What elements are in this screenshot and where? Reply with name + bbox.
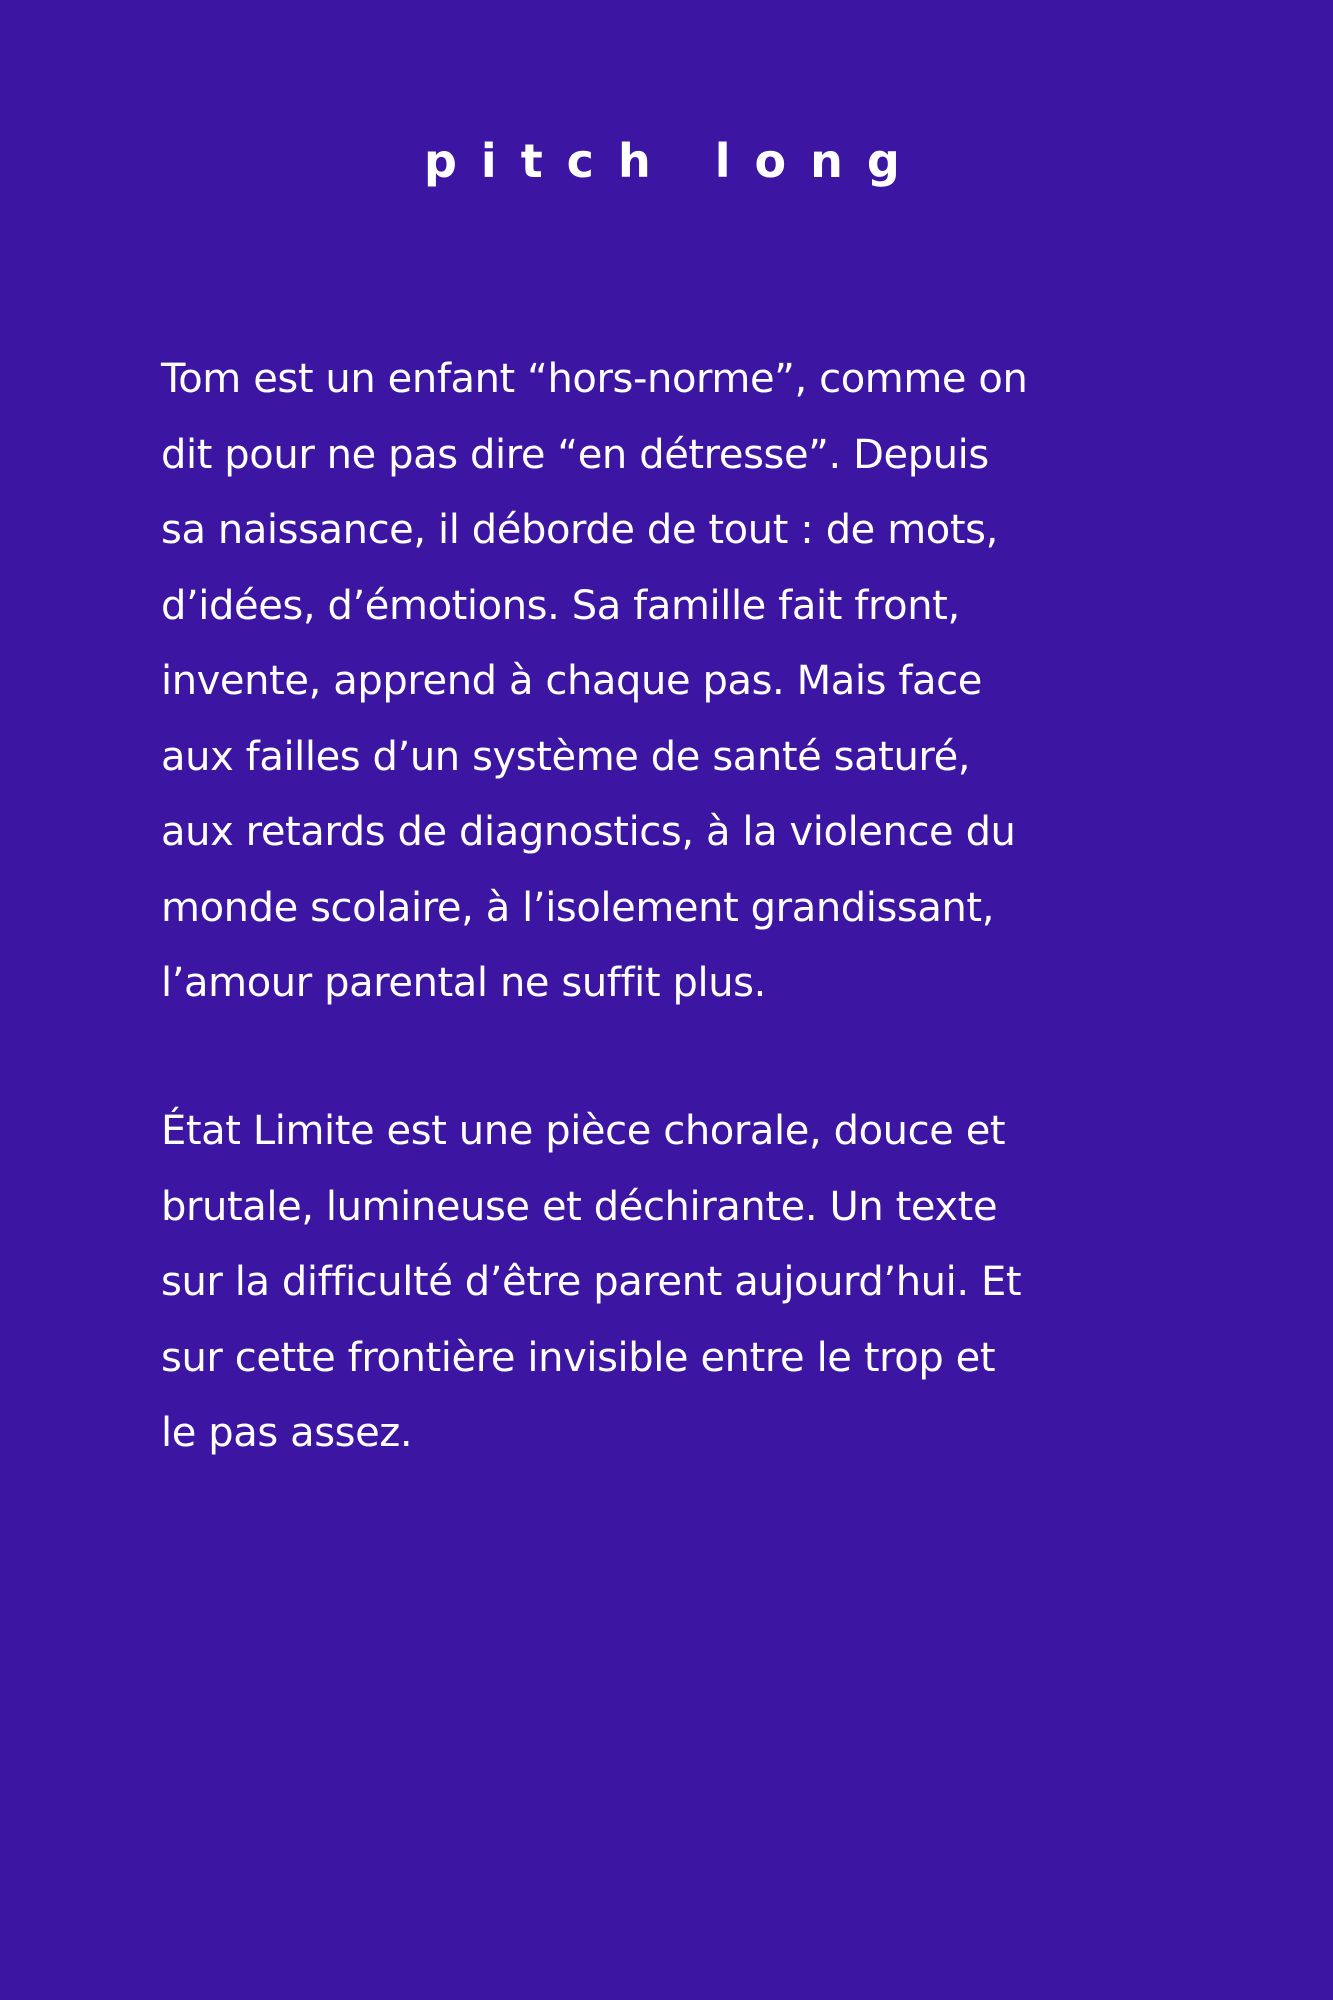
paragraph-line: aux retards de diagnostics, à la violence du: [161, 809, 1016, 855]
page-heading: pitch long: [424, 134, 924, 188]
pitch-paragraph-2: [161, 1094, 1191, 1472]
paragraph-line: Tom est un enfant “hors-norme”, comme on: [161, 356, 1028, 402]
paragraph-line: État Limite est une pièce chorale, douce et: [161, 1108, 1006, 1154]
paragraph-line: invente, apprend à chaque pas. Mais face: [161, 658, 982, 704]
pitch-paragraph-1: [161, 342, 1191, 1022]
paragraph-line: sur la difficulté d’être parent aujourd’hui. Et: [161, 1259, 1022, 1305]
paragraph-line: l’amour parental ne suffit plus.: [161, 960, 766, 1006]
paragraph-line: dit pour ne pas dire “en détresse”. Depuis: [161, 431, 989, 478]
paragraph-line: aux failles d’un système de santé saturé,: [161, 733, 971, 780]
paragraph-line: le pas assez.: [161, 1410, 413, 1456]
paragraph-line: brutale, lumineuse et déchirante. Un texte: [161, 1183, 998, 1230]
paragraph-line: monde scolaire, à l’isolement grandissant,: [161, 884, 995, 931]
paragraph-line: sur cette frontière invisible entre le trop et: [161, 1334, 996, 1381]
paragraph-line: sa naissance, il déborde de tout : de mots,: [161, 507, 998, 553]
paragraph-line: d’idées, d’émotions. Sa famille fait front,: [161, 582, 960, 629]
